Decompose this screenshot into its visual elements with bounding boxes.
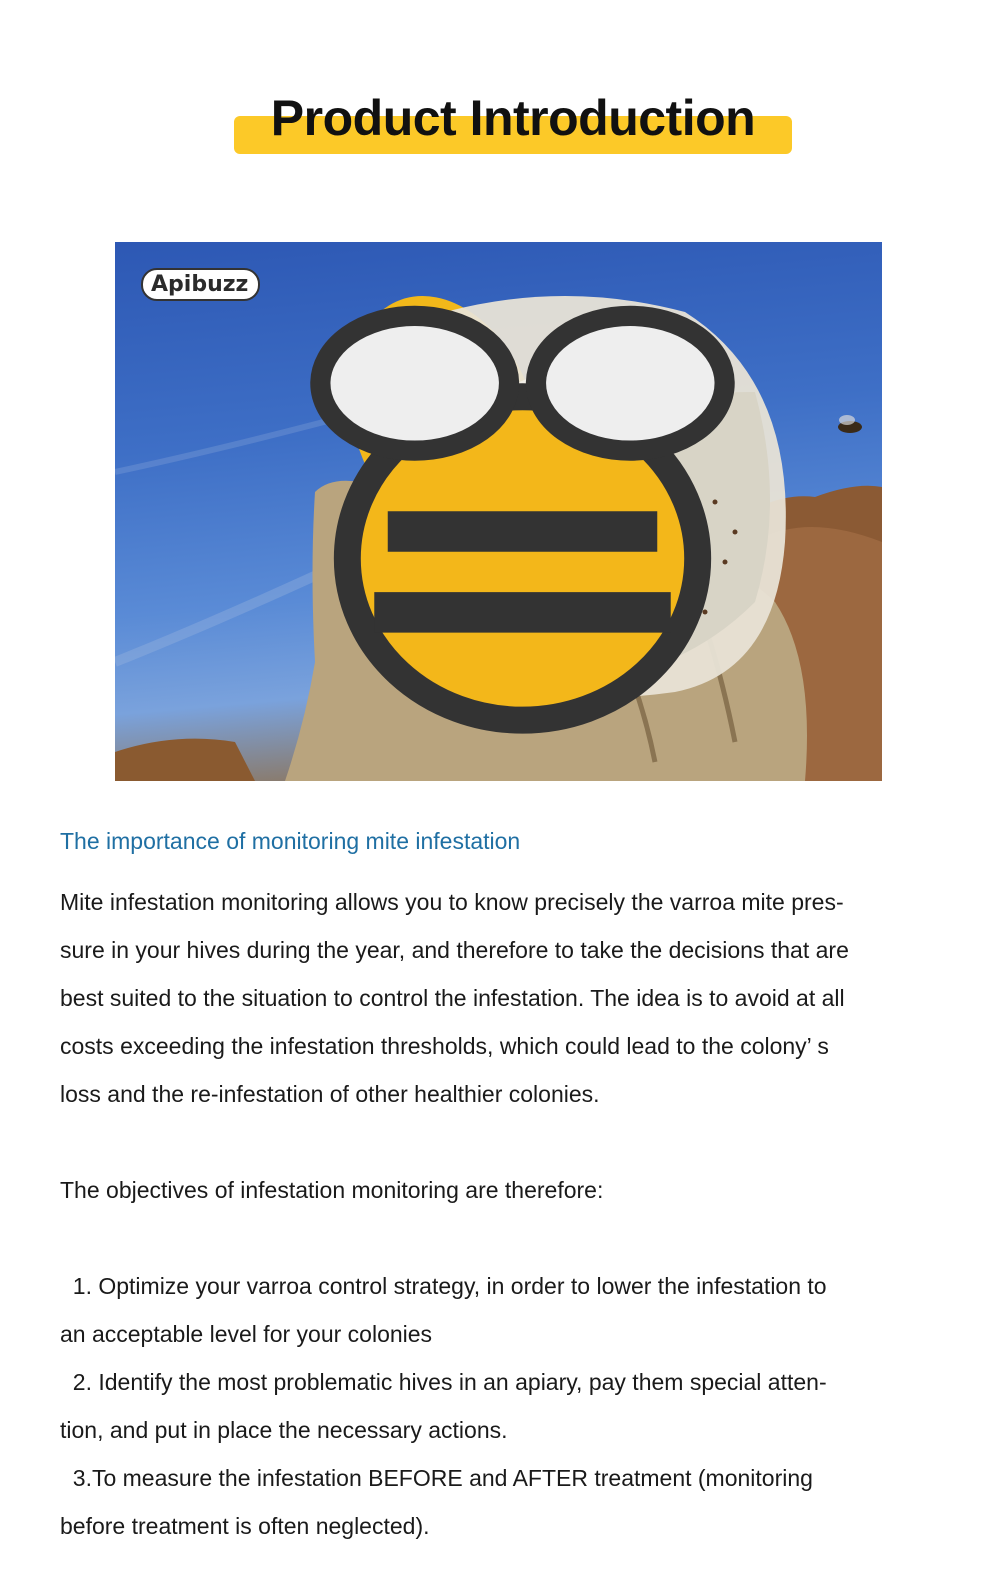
logo-wordmark: Apibuzz [141,268,260,301]
bee-icon [139,262,882,781]
intro-line: loss and the re-infestation of other healthier colonies. [60,1081,600,1107]
objective-line: 3.To measure the infestation BEFORE and AFTER treatment (monitoring [60,1465,813,1491]
intro-line: best suited to the situation to control the infestation. The idea is to avoid at all [60,985,845,1011]
page-title: Product Introduction [270,90,756,146]
objective-line: 2. Identify the most problematic hives in an apiary, pay them special atten- [60,1369,827,1395]
objective-line: 1. Optimize your varroa control strategy, in order to lower the infestation to [60,1273,827,1299]
objectives-list [60,1262,940,1550]
intro-line: costs exceeding the infestation thresholds, which could lead to the colony’ s [60,1033,829,1059]
intro-paragraph [60,878,940,1118]
intro-line: sure in your hives during the year, and therefore to take the decisions that are [60,937,849,963]
objective-line: tion, and put in place the necessary actions. [60,1417,508,1443]
title-banner [234,86,792,156]
section-heading: The importance of monitoring mite infestation [60,828,521,854]
objective-line: before treatment is often neglected). [60,1513,430,1539]
intro-line: Mite infestation monitoring allows you to know precisely the varroa mite pres- [60,889,844,915]
objective-line: an acceptable level for your colonies [60,1321,433,1347]
product-photo [115,242,882,781]
objectives-intro: The objectives of infestation monitoring are therefore: [60,1177,604,1203]
apibuzz-logo [139,262,260,306]
